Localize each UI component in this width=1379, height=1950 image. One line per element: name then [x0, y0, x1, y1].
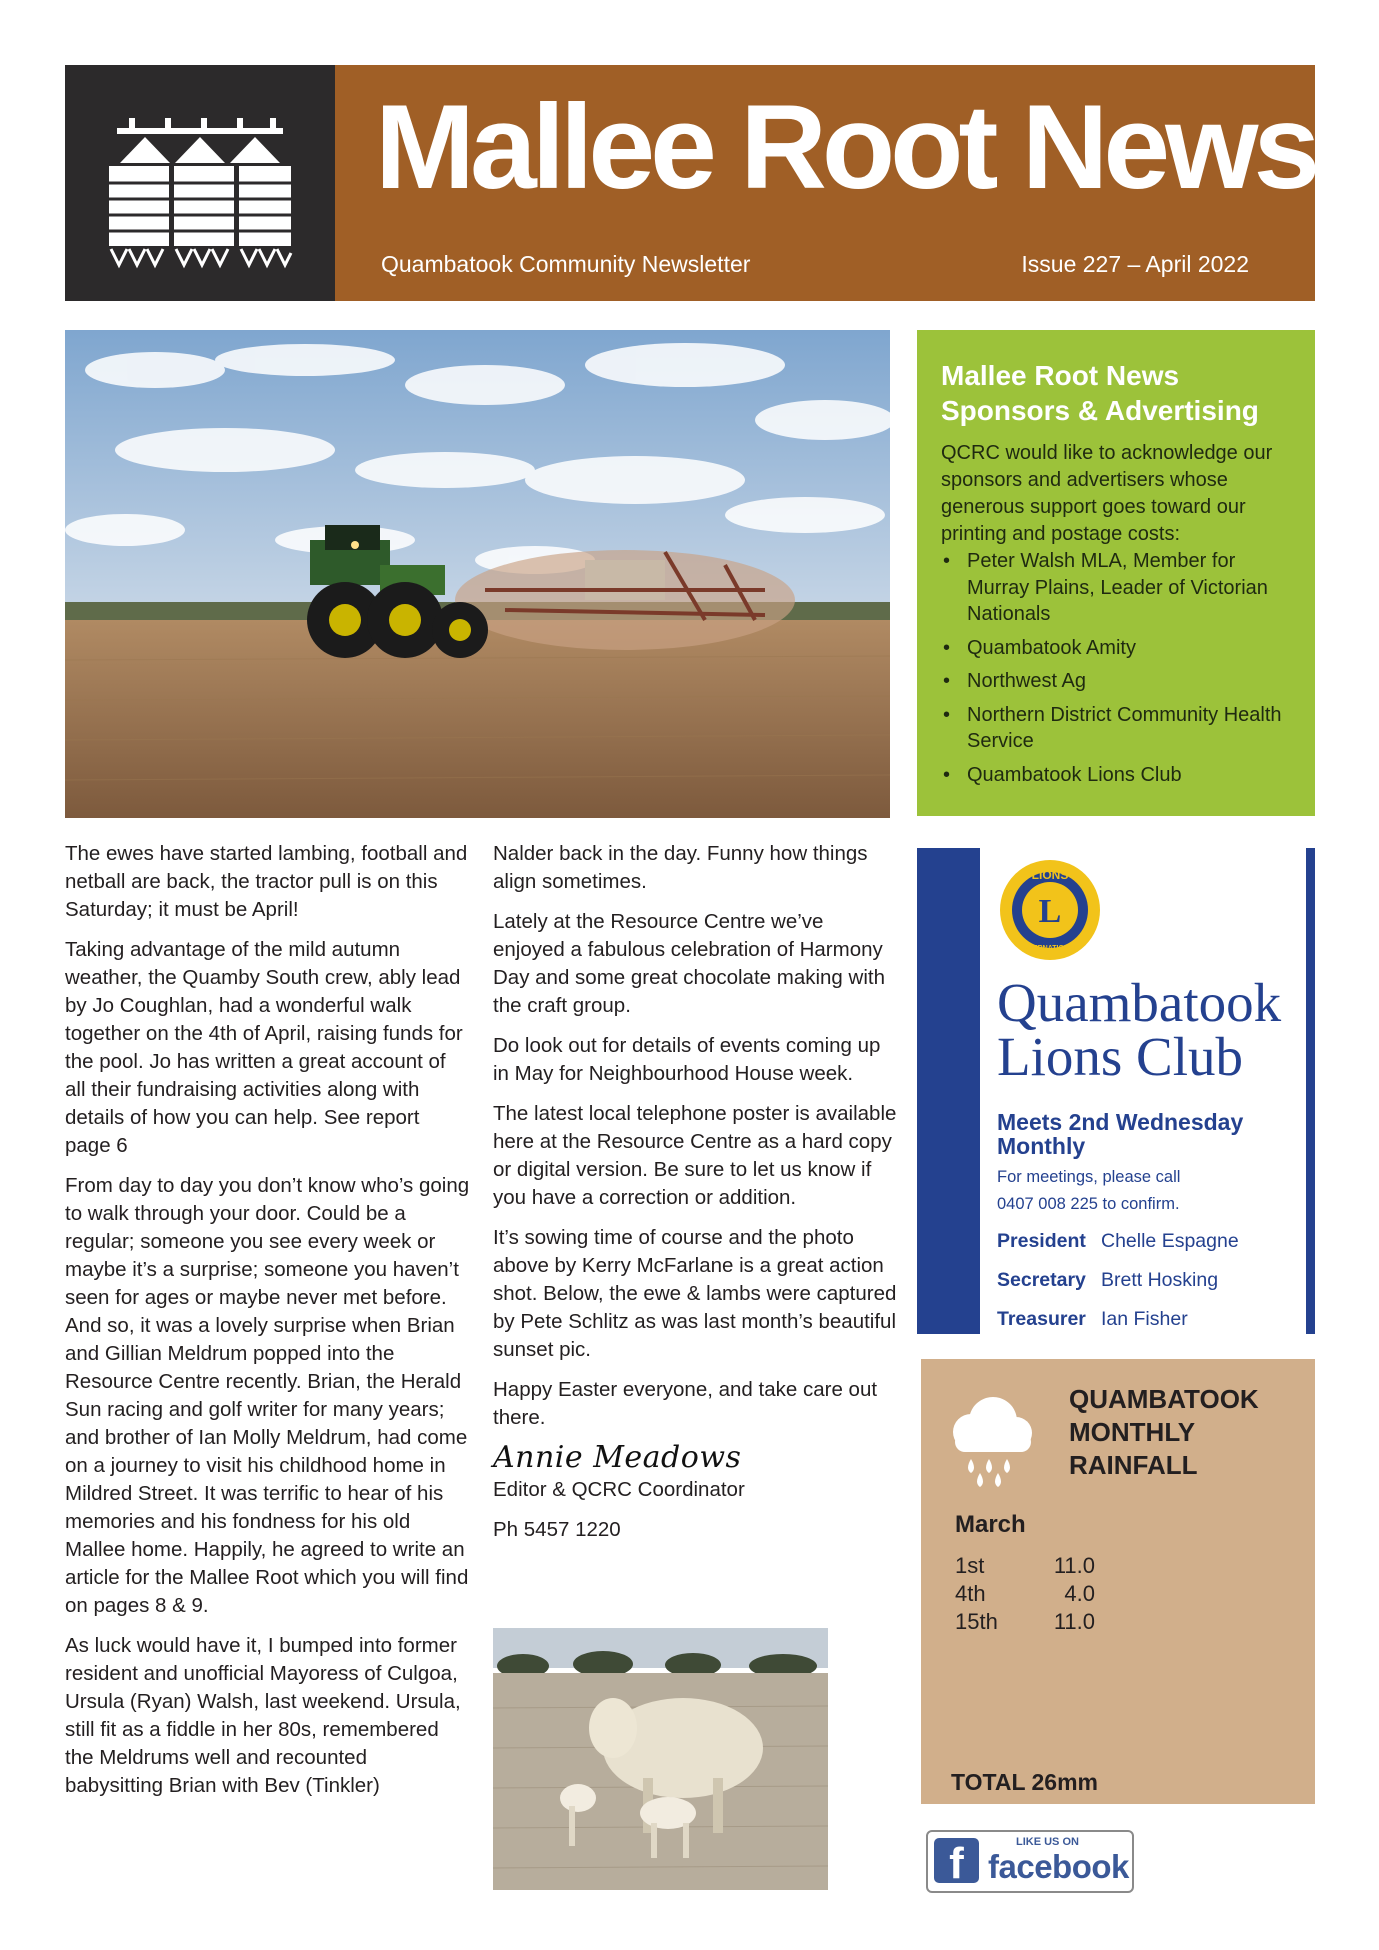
editor-signature: Annie Meadows — [493, 1440, 742, 1475]
grain-silo-icon — [65, 65, 335, 301]
lions-badge-letter: L — [1038, 893, 1062, 930]
editor-phone: Ph 5457 1220 — [493, 1518, 621, 1541]
lions-club-box — [917, 848, 1315, 1334]
rainfall-day: 15th — [955, 1609, 998, 1634]
article-paragraph: As luck would have it, I bumped into former resident and unofficial Mayoress of Culgoa, Ursula (Ryan) Walsh, last weekend. Ursula, still fit as a fiddle in her 80s, remembered the Meldrums well and recounted babysitting Brian with Bev (Tinkler) — [65, 1634, 461, 1797]
sponsor-item: • Quambatook Amity — [941, 635, 1301, 662]
officer-role: President — [997, 1230, 1086, 1252]
rainfall-row — [955, 1608, 1095, 1636]
issue-date: Issue 227 – April 2022 — [1021, 251, 1249, 277]
lions-officer-president — [997, 1230, 1239, 1253]
sponsor-list — [941, 548, 1301, 795]
lions-contact — [997, 1164, 1297, 1218]
sponsor-item: • Quambatook Lions Club — [941, 762, 1301, 789]
lions-international-logo — [992, 852, 1108, 968]
lions-badge-sub: INTERNATIONAL — [1021, 945, 1079, 952]
article-column-2 — [493, 840, 898, 1556]
officer-name: Ian Fisher — [1101, 1308, 1188, 1330]
silo-logo — [65, 65, 335, 301]
facebook-icon: f — [934, 1838, 979, 1883]
sponsors-box — [917, 330, 1315, 816]
facebook-like-button[interactable] — [926, 1830, 1134, 1893]
lions-badge-text: LIONS — [1031, 868, 1069, 882]
article-paragraph: Taking advantage of the mild autumn weather, the Quamby South crew, ably lead by Jo Coughlan, had a wonderful walk together on the 4th of April, raising funds for the pool. Jo has written a great account of all their fundraising activities along with details of how you can help. See report page 6 — [65, 938, 463, 1157]
officer-role: Treasurer — [997, 1308, 1086, 1330]
rain-cloud-icon — [941, 1387, 1041, 1487]
article-paragraph: The latest local telephone poster is available here at the Resource Centre as a hard copy or digital version. Be sure to let us know if you have a correction or addition. — [493, 1102, 897, 1209]
lions-officer-secretary — [997, 1269, 1218, 1292]
lions-call-line2: 0407 008 225 to confirm. — [997, 1195, 1180, 1213]
ewe-and-lambs-photo — [493, 1628, 828, 1890]
rainfall-value: 11.0 — [1053, 1553, 1095, 1578]
article-paragraph: Do look out for details of events coming up in May for Neighbourhood House week. — [493, 1034, 881, 1085]
newsletter-title: Mallee Root News — [375, 80, 1316, 214]
rainfall-row — [955, 1552, 1095, 1580]
article-paragraph: Nalder back in the day. Funny how things align sometimes. — [493, 842, 868, 893]
article-paragraph: From day to day you don’t know who’s going to walk through your door. Could be a regular; someone you see every week or maybe it’s a surprise; someone you haven’t seen for ages or maybe never met before. And so, it was a lovely surprise when Brian and Gillian Meldrum popped into the Resource Centre recently. Brian, the Herald Sun racing and golf writer for many years; and brother of Ian Molly Meldrum, had come on a journey to visit his childhood home in Mildred Street. It was terrific to hear of his memories and his fondness for his old Mallee home. Happily, he agreed to write an article for the Mallee Root which you will find on pages 8 & 9. — [65, 1174, 470, 1617]
sponsors-heading: Mallee Root News Sponsors & Advertising — [941, 360, 1259, 426]
rainfall-title: QUAMBATOOK MONTHLY RAINFALL — [1069, 1384, 1259, 1480]
rainfall-value: 11.0 — [1053, 1609, 1095, 1634]
rainfall-table — [955, 1552, 1095, 1636]
lions-officer-treasurer — [997, 1308, 1188, 1331]
lions-title-line2: Lions Club — [997, 1026, 1243, 1087]
sponsor-item: • Peter Walsh MLA, Member for Murray Plains, Leader of Victorian Nationals — [941, 548, 1301, 628]
rainfall-month: March — [955, 1511, 1026, 1538]
rainfall-row — [955, 1580, 1095, 1608]
sponsor-item: • Northern District Community Health Service — [941, 702, 1301, 755]
tractor-photo — [65, 330, 890, 818]
editor-role: Editor & QCRC Coordinator — [493, 1478, 745, 1501]
officer-name: Brett Hosking — [1101, 1269, 1219, 1291]
lions-club-title — [997, 972, 1282, 1087]
article-paragraph: The ewes have started lambing, football and netball are back, the tractor pull is on this Saturday; it must be April! — [65, 842, 468, 921]
newsletter-subtitle: Quambatook Community Newsletter — [381, 251, 751, 277]
article-column-1 — [65, 840, 470, 1812]
article-paragraph: Happy Easter everyone, and take care out there. — [493, 1378, 878, 1429]
rainfall-value: 4.0 — [1064, 1581, 1095, 1606]
officer-name: Chelle Espagne — [1101, 1230, 1239, 1252]
masthead-title-panel — [335, 65, 1315, 301]
rainfall-total: TOTAL 26mm — [951, 1769, 1098, 1795]
lions-meeting-schedule: Meets 2nd Wednesday Monthly — [997, 1109, 1244, 1159]
sponsors-intro: QCRC would like to acknowledge our sponsors and advertisers whose generous support goes toward our printing and postage costs: — [941, 442, 1273, 545]
masthead — [65, 65, 1315, 301]
rainfall-day: 1st — [955, 1553, 985, 1578]
sponsor-item: • Northwest Ag — [941, 668, 1301, 695]
article-paragraph: Lately at the Resource Centre we’ve enjoyed a fabulous celebration of Harmony Day and some great chocolate making with the craft group. — [493, 910, 885, 1017]
officer-role: Secretary — [997, 1269, 1086, 1291]
lions-call-line1: For meetings, please call — [997, 1168, 1181, 1186]
lions-right-bar — [1306, 848, 1315, 1334]
rainfall-box — [921, 1359, 1315, 1804]
lions-title-line1: Quambatook — [997, 972, 1282, 1033]
facebook-wordmark: facebook — [988, 1848, 1129, 1885]
rainfall-day: 4th — [955, 1581, 986, 1606]
facebook-like-text: LIKE US ON — [1016, 1836, 1079, 1848]
lions-left-bar — [917, 848, 980, 1334]
article-paragraph: It’s sowing time of course and the photo above by Kerry McFarlane is a great action shot. Below, the ewe & lambs were captured by Pete Schlitz as was last month’s beautiful sunset pic. — [493, 1226, 897, 1361]
